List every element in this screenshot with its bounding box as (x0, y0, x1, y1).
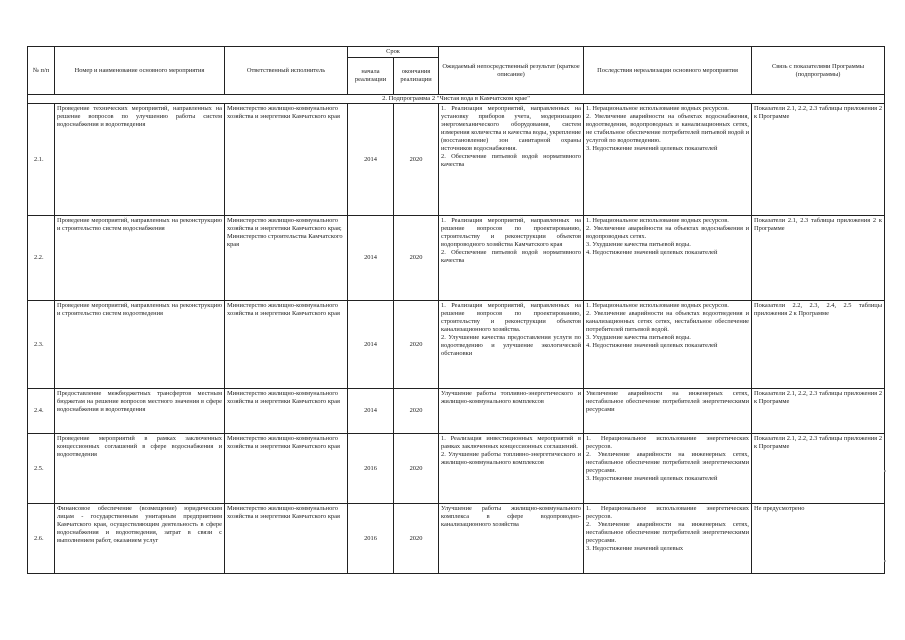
measure-name: Проведение мероприятий, направленных на реконструкцию и строительство систем водоотведения (55, 301, 225, 389)
non-implementation-consequences: 1. Нерациональное использование водных ресурсов. 2. Увеличение аварийности на объектах водоснабжения, водоотведения, водопроводных и канализационных сетях, не стабильное обеспечение потребителей питьевой водой и услугой по водоотведению. 3. Недостижение значений целевых показателей (584, 104, 752, 216)
responsible-executor: Министерство жилищно-коммунального хозяйства и энергетики Камчатского края (225, 434, 348, 504)
table-row (28, 389, 885, 434)
measure-name: Проведение технических мероприятий, направленных на решение вопросов по улучшению работы систем водоснабжения и водоотведения (55, 104, 225, 216)
header-start: начала реализации (348, 58, 394, 95)
start-year: 2014 (348, 216, 394, 301)
row-number: 2.3. (28, 301, 55, 389)
start-year: 2016 (348, 434, 394, 504)
header-consequences: Последствия нереализации основного мероприятия (584, 47, 752, 95)
non-implementation-consequences: 1. Нерациональное использование энергетических ресурсов. 2. Увеличение аварийности на инженерных сетях, нестабильное обеспечение потребителей энергетическими ресурсами. 3. Недостижение значений целевых (584, 504, 752, 574)
header-link: Связь с показателями Программы (подпрограммы) (752, 47, 885, 95)
end-year: 2020 (394, 301, 439, 389)
program-indicators-link: Показатели 2.1, 2.2, 2.3 таблицы приложения 2 к Программе (752, 434, 885, 504)
table-row (28, 216, 885, 301)
measures-table (27, 46, 885, 574)
start-year: 2016 (348, 504, 394, 574)
program-indicators-link: Показатели 2.1, 2.2, 2.3 таблицы приложения 2 к Программе (752, 389, 885, 434)
end-year: 2020 (394, 434, 439, 504)
row-number: 2.1. (28, 104, 55, 216)
table-body (28, 104, 885, 574)
program-indicators-link: Показатели 2.1, 2.2, 2.3 таблицы приложения 2 к Программе (752, 104, 885, 216)
program-indicators-link: Показатели 2.2, 2.3, 2.4, 2.5 таблицы приложения 2 к Программе (752, 301, 885, 389)
table-row (28, 434, 885, 504)
expected-result: 1. Реализация мероприятий, направленных на решение вопросов по проектированию, строительству и реконструкции объектов водопроводного хозяйства Камчатского края 2. Обеспечение питьевой водой нормативного качества (439, 216, 584, 301)
measure-name: Предоставление межбюджетных трансфертов местным бюджетам на решение вопросов местного значения в сфере водоснабжения и водоотведения (55, 389, 225, 434)
header-num: № п/п (28, 47, 55, 95)
end-year: 2020 (394, 389, 439, 434)
expected-result: 1. Реализация инвестиционных мероприятий в рамках заключенных концессионных соглашений. 2. Улучшение работы топливно-энергетического и жилищно-коммунального комплексов (439, 434, 584, 504)
header-term: Срок (348, 47, 439, 58)
section-title: 2. Подпрограмма 2 "Чистая вода в Камчатском крае" (28, 95, 885, 104)
start-year: 2014 (348, 104, 394, 216)
program-indicators-link: Показатели 2.1, 2.3 таблицы приложения 2 к Программе (752, 216, 885, 301)
responsible-executor: Министерство жилищно-коммунального хозяйства и энергетики Камчатского края (225, 104, 348, 216)
header-expected: Ожидаемый непосредственный результат (краткое описание) (439, 47, 584, 95)
header-responsible: Ответственный исполнитель (225, 47, 348, 95)
end-year: 2020 (394, 104, 439, 216)
non-implementation-consequences: 1. Нерациональное использование энергетических ресурсов. 2. Увеличение аварийности на инженерных сетях, нестабильное обеспечение потребителей энергетическими ресурсами. 3. Недостижение значений целевых показателей (584, 434, 752, 504)
non-implementation-consequences: Увеличение аварийности на инженерных сетях, нестабильное обеспечение потребителей энергетическими ресурсами (584, 389, 752, 434)
row-number: 2.6. (28, 504, 55, 574)
row-number: 2.4. (28, 389, 55, 434)
measure-name: Финансовое обеспечение (возмещение) юридическим лицам - государственным унитарным предприятиям Камчатского края, осуществляющим деятельность в сфере водоснабжения и водоотведения, затрат в связи с выполнением работ, оказанием услуг (55, 504, 225, 574)
row-number: 2.5. (28, 434, 55, 504)
end-year: 2020 (394, 216, 439, 301)
measure-name: Проведение мероприятий в рамках заключенных концессионных соглашений в сфере водоснабжения и водоотведения (55, 434, 225, 504)
expected-result: Улучшение работы топливно-энергетического и жилищно-коммунального комплексов (439, 389, 584, 434)
start-year: 2014 (348, 301, 394, 389)
table-row (28, 104, 885, 216)
non-implementation-consequences: 1. Нерациональное использование водных ресурсов. 2. Увеличение аварийности на объектах водоснабжения и водопроводных сетях. 3. Ухудшение качества питьевой воды. 4. Недостижение значений целевых показателей (584, 216, 752, 301)
start-year: 2014 (348, 389, 394, 434)
non-implementation-consequences: 1. Нерациональное использование водных ресурсов. 2. Увеличение аварийности на объектах водоотведения и канализационных сетях сетях, нестабильное обеспечение потребителей питьевой водой. 3. Ухудшение качества питьевой воды. 4. Недостижение значений целевых показателей (584, 301, 752, 389)
scan-artifact (884, 560, 886, 562)
header-name: Номер и наименование основного мероприятия (55, 47, 225, 95)
table-row (28, 504, 885, 574)
expected-result: 1. Реализация мероприятий, направленных на установку приборов учета, модернизацию энергомеханического оборудования, систем измерения количества и качества воды, укрепление (восстановление) зон санитарной охраны источников водоснабжения. 2. Обеспечение питьевой водой нормативного качества (439, 104, 584, 216)
responsible-executor: Министерство жилищно-коммунального хозяйства и энергетики Камчатского края (225, 389, 348, 434)
expected-result: Улучшение работы жилищно-коммунального комплекса в сфере водопроводно-канализационного хозяйства (439, 504, 584, 574)
expected-result: 1. Реализация мероприятий, направленных на решение вопросов по проектированию, строительству и реконструкции объектов канализационного хозяйства. 2. Улучшение качества предоставления услуги по водоотведению и улучшение экологической обстановки (439, 301, 584, 389)
row-number: 2.2. (28, 216, 55, 301)
scan-artifact (884, 470, 886, 472)
responsible-executor: Министерство жилищно-коммунального хозяйства и энергетики Камчатского края (225, 301, 348, 389)
responsible-executor: Министерство жилищно-коммунального хозяйства и энергетики Камчатского края; Министерство строительства Камчатского края (225, 216, 348, 301)
end-year: 2020 (394, 504, 439, 574)
measure-name: Проведение мероприятий, направленных на реконструкцию и строительство систем водоснабжения (55, 216, 225, 301)
responsible-executor: Министерство жилищно-коммунального хозяйства и энергетики Камчатского края (225, 504, 348, 574)
program-indicators-link: Не предусмотрено (752, 504, 885, 574)
header-end: окончания реализации (394, 58, 439, 95)
table-row (28, 301, 885, 389)
